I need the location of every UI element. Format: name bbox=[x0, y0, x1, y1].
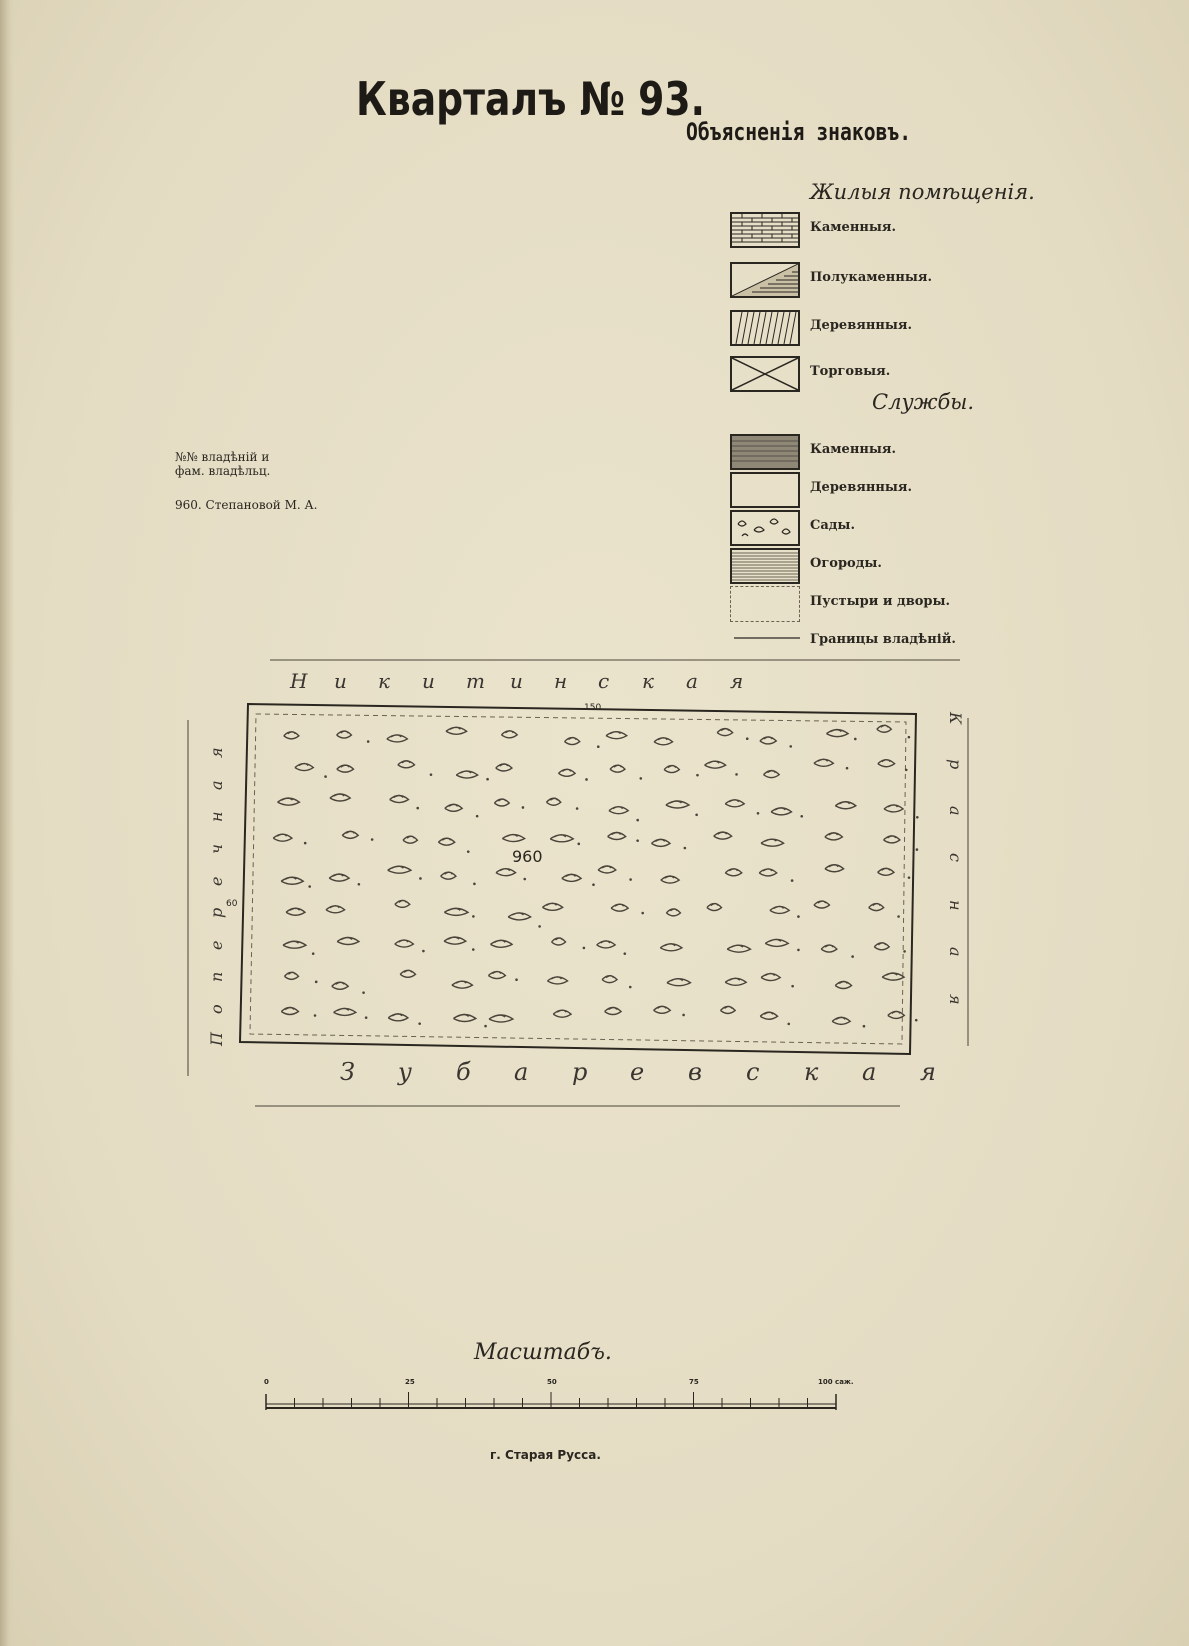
scale-label: 50 bbox=[547, 1378, 557, 1386]
page-title: Кварталъ № 93. bbox=[356, 72, 705, 126]
svg-text:н: н bbox=[207, 811, 226, 822]
dim-top-label: 150 bbox=[584, 703, 602, 713]
svg-text:и: и bbox=[510, 669, 523, 693]
legend-heading: Объясненія знаковъ. bbox=[686, 118, 912, 146]
svg-text:б: б bbox=[456, 1058, 471, 1086]
legend-label: Деревянныя. bbox=[810, 318, 913, 333]
legend-label: Каменныя. bbox=[810, 220, 897, 235]
legend-label: Пустыри и дворы. bbox=[810, 594, 951, 609]
svg-text:о: о bbox=[207, 1004, 226, 1014]
svg-text:р: р bbox=[946, 759, 965, 770]
scale-bar bbox=[266, 1392, 836, 1410]
legend-label: Каменныя. bbox=[810, 442, 897, 457]
svg-text:в: в bbox=[688, 1058, 702, 1086]
owners-header-line2: фам. владѣльц. bbox=[175, 464, 271, 478]
svg-text:а: а bbox=[862, 1058, 877, 1086]
svg-text:а: а bbox=[946, 806, 965, 816]
svg-text:и: и bbox=[334, 669, 347, 693]
svg-text:З: З bbox=[340, 1058, 355, 1086]
svg-text:с: с bbox=[746, 1058, 760, 1086]
garden-fill bbox=[273, 725, 918, 1027]
svg-text:П: П bbox=[207, 1032, 226, 1046]
scale-heading: Масштабъ. bbox=[474, 1340, 612, 1365]
scale-label: 100 саж. bbox=[818, 1378, 854, 1386]
legend-services-heading: Службы. bbox=[872, 390, 975, 414]
svg-text:я: я bbox=[207, 747, 226, 758]
svg-text:у: у bbox=[398, 1058, 412, 1086]
legend-label: Огороды. bbox=[810, 556, 882, 571]
svg-text:к: к bbox=[642, 669, 654, 693]
svg-text:е: е bbox=[207, 940, 226, 950]
svg-text:р: р bbox=[207, 907, 226, 918]
legend-label: Сады. bbox=[810, 518, 855, 533]
street-name-top bbox=[289, 669, 743, 693]
svg-text:н: н bbox=[946, 900, 965, 911]
svg-text:а: а bbox=[514, 1058, 529, 1086]
street-name-right bbox=[946, 711, 965, 1005]
svg-text:К: К bbox=[946, 712, 965, 725]
street-name-bottom bbox=[340, 1058, 936, 1086]
svg-text:я: я bbox=[946, 994, 965, 1005]
legend-label: Торговыя. bbox=[810, 364, 891, 379]
legend-label: Полукаменныя. bbox=[810, 270, 933, 285]
svg-text:е: е bbox=[207, 876, 226, 886]
legend-label: Границы владѣній. bbox=[810, 632, 956, 647]
scale-label: 75 bbox=[689, 1378, 699, 1386]
city-name: г. Старая Русса. bbox=[490, 1448, 601, 1462]
plot-number-label: 960 bbox=[512, 847, 543, 866]
scale-label: 25 bbox=[405, 1378, 415, 1386]
street-name-left bbox=[207, 747, 226, 1047]
svg-text:т: т bbox=[466, 669, 485, 693]
svg-text:а: а bbox=[946, 947, 965, 957]
scale-label: 0 bbox=[264, 1378, 269, 1386]
svg-text:я: я bbox=[730, 669, 744, 693]
svg-text:и: и bbox=[422, 669, 435, 693]
svg-text:к: к bbox=[378, 669, 390, 693]
svg-text:е: е bbox=[630, 1058, 645, 1086]
svg-text:с: с bbox=[598, 669, 610, 693]
svg-text:а: а bbox=[686, 669, 698, 693]
legend-label: Деревянныя. bbox=[810, 480, 913, 495]
svg-text:к: к bbox=[804, 1058, 819, 1086]
legend-residential-heading: Жилыя помѣщенія. bbox=[810, 180, 1035, 204]
owner-entry: 960. Степановой М. А. bbox=[175, 498, 318, 512]
dim-left-label: 60 bbox=[226, 899, 238, 909]
svg-text:п: п bbox=[207, 971, 226, 982]
svg-text:я: я bbox=[920, 1058, 936, 1086]
owners-header-line1: №№ владѣній и bbox=[175, 450, 270, 464]
svg-text:р: р bbox=[572, 1058, 588, 1086]
block-boundary bbox=[240, 704, 916, 1054]
svg-text:а: а bbox=[207, 780, 226, 790]
svg-text:ч: ч bbox=[207, 844, 226, 854]
svg-text:н: н bbox=[554, 669, 568, 693]
svg-text:Н: Н bbox=[290, 669, 308, 693]
svg-text:с: с bbox=[946, 853, 965, 862]
